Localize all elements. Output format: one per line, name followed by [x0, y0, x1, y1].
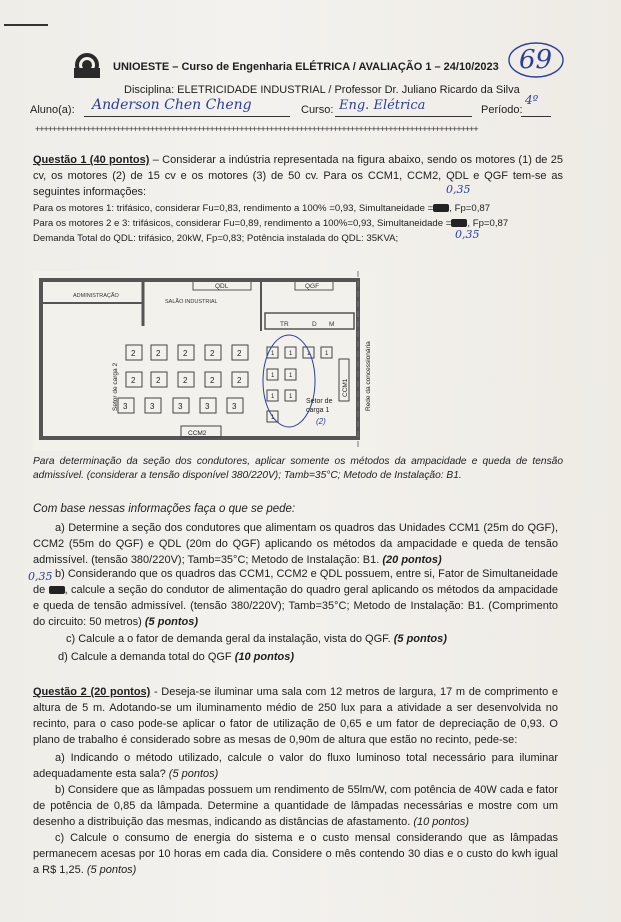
aluno-line	[84, 116, 290, 117]
industry-floor-plan	[33, 271, 376, 451]
periodo-value: 4º	[525, 93, 539, 107]
q2-intro: Questão 2 (20 pontos) - Deseja-se iluminar uma sala com 12 metros de largura, 17 m de comprimento e altura de 5 m. Adotando-se um iluminamento médio de 250 lux para a atividade a ser desenvolvida no recinto, para o caso pode-se aplicar o fator de utilização de 0,65 e um fator de depreciação de 0,93. O plano de trabalho é considerado sobre as mesas de 0,90m de altura que estão no recinto, pede-se:	[33, 686, 558, 746]
grade-mark: 0,35	[28, 570, 53, 583]
q1-intro	[33, 152, 563, 200]
q2-item-c: c) Calcule o consumo de energia do sistema e o custo mensal considerando que as lâmpadas permanecem acesas por 10 horas em cada dia. Considere o mês contendo 30 dias e o custo do kwh igual a R$ 1,25. (5 pontos)	[33, 832, 558, 876]
top-rule	[4, 24, 48, 26]
curso-label: Curso:	[301, 104, 334, 116]
exam-subtitle: Disciplina: ELETRICIDADE INDUSTRIAL / Professor Dr. Juliano Ricardo da Silva	[124, 84, 520, 96]
svg-text:3: 3	[123, 402, 128, 411]
d-label: D	[312, 321, 317, 328]
svg-text:2: 2	[131, 376, 136, 385]
svg-text:2: 2	[156, 349, 161, 358]
tr-label: TR	[280, 321, 289, 328]
svg-text:2: 2	[210, 349, 215, 358]
q2-title: Questão 2 (20 pontos)	[33, 686, 151, 698]
periodo-line	[521, 116, 551, 117]
svg-text:3: 3	[178, 402, 183, 411]
admin-label: ADMINISTRAÇÃO	[73, 293, 119, 299]
q1-item-d: d) Calcule a demanda total do QGF (10 pontos)	[58, 651, 294, 663]
q2-item-a: a) Indicando o método utilizado, calcule o valor do fluxo luminoso total necessário para iluminar adequadamente esta sala? (5 pontos)	[33, 752, 558, 780]
curso-line	[335, 116, 472, 117]
svg-text:2: 2	[156, 376, 161, 385]
aluno-name: Anderson Chen Cheng	[92, 97, 252, 113]
svg-text:1: 1	[289, 373, 293, 379]
periodo-label: Período:	[481, 104, 523, 116]
qdl-label: QDL	[215, 283, 229, 290]
q1-intro-text: – Considerar a indústria representada na figura abaixo, sendo os motores (1) de 25 cv, os motores (2) de 15 cv e os motores (3) de 50 cv. Para os CCM1, CCM2, QDL e QGF tem-se as seguintes informações:	[33, 154, 563, 198]
q2-item-b: b) Considere que as lâmpadas possuem um rendimento de 55lm/W, com potência de 40W cada e fator de potência de 0,85 da lâmpada. Determine a quantidade de lâmpadas necessárias e mostre com um desenho a distribuição das mesmas, indicando as distâncias de afastamento. (10 pontos)	[33, 784, 558, 828]
motor1-spec: Para os motores 1: trifásico, considerar Fu=0,83, rendimento a 100% =0,93, Simultaneidade = , Fp=0,87	[33, 203, 491, 214]
q1-title: Questão 1 (40 pontos)	[33, 154, 150, 166]
svg-text:1: 1	[289, 394, 293, 400]
svg-text:1: 1	[271, 415, 275, 421]
curso-value: Eng. Elétrica	[339, 98, 426, 113]
svg-text:3: 3	[232, 402, 237, 411]
rede-label: Rede da concessionária	[365, 341, 372, 411]
setor1-label-b: carga 1	[306, 407, 330, 414]
setor2-label: Setor de carga 2	[112, 362, 119, 411]
figure-caption: Para determinação da seção dos condutores, aplicar somente os métodos da ampacidade e queda de tensão admissível. (considerar a tensão disponível 380/220V); Tamb=35°C; Metodo de Instalação: B1.	[33, 456, 563, 481]
svg-text:1: 1	[307, 351, 311, 357]
svg-text:1: 1	[271, 394, 275, 400]
handwritten-annotation: (2)	[316, 417, 326, 426]
motor23-spec: Para os motores 2 e 3: trifásicos, considerar Fu=0,89, rendimento a 100%=0,93, Simultaneidade = , Fp=0,87	[33, 218, 509, 229]
q1-lead: Com base nessas informações faça o que se pede:	[33, 503, 296, 515]
q1-item-a: a) Determine a seção dos condutores que alimentam os quadros das Unidades CCM1 (25m do QGF), CCM2 (55m do QGF) e QDL (20m do QGF) aplicando os métodos da ampacidade e queda de tensão admissível. (tensão 380/220V); Tamb=35°C; Metodo de Instalação: B1. (20 pontos)	[33, 522, 558, 566]
grade-mark: 0,35	[446, 183, 471, 196]
svg-text:2: 2	[237, 376, 242, 385]
svg-text:1: 1	[325, 351, 329, 357]
redaction	[49, 586, 65, 594]
score-value: 69	[519, 45, 553, 75]
qgf-label: QGF	[305, 283, 320, 290]
svg-text:2: 2	[131, 349, 136, 358]
setor1-label-a: Setor de	[306, 398, 333, 405]
svg-text:1: 1	[271, 351, 275, 357]
svg-text:2: 2	[183, 376, 188, 385]
svg-text:2: 2	[210, 376, 215, 385]
q1-item-c: c) Calcule a o fator de demanda geral da instalação, vista do QGF. (5 pontos)	[66, 633, 447, 645]
grade-mark: 0,35	[455, 228, 480, 241]
salao-label: SALÃO INDUSTRIAL	[165, 299, 218, 305]
q1-item-b: b) Considerando que os quadros das CCM1, CCM2 e QDL possuem, entre si, Fator de Simultaneidade de , calcule a seção do condutor de alimentação do quadro geral aplicando os métodos da ampacidade e queda de tensão admissível. (tensão 380/220V); Tamb=35°C; Metodo de Instalação: B1. (Comprimento do circuito: 50 metros) (5 pontos)	[33, 568, 558, 628]
svg-text:3: 3	[205, 402, 210, 411]
svg-text:1: 1	[271, 373, 275, 379]
university-logo	[74, 52, 100, 78]
ccm1-label: CCM1	[342, 378, 349, 397]
divider: ++++++++++++++++++++++++++++++++++++++++++++++++++++++++++++++++++++++++++++++++++++++++++++++++++++++++	[35, 126, 478, 132]
exam-title: UNIOESTE – Curso de Engenharia ELÉTRICA / AVALIAÇÃO 1 – 24/10/2023	[113, 61, 499, 73]
ccm2-label: CCM2	[188, 430, 207, 437]
m-label: M	[329, 321, 335, 328]
svg-text:3: 3	[150, 402, 155, 411]
svg-text:2: 2	[183, 349, 188, 358]
redaction	[451, 219, 467, 227]
redaction	[433, 204, 449, 212]
svg-text:2: 2	[237, 349, 242, 358]
score-mark	[505, 36, 565, 80]
qdl-spec: Demanda Total do QDL: trifásico, 20kW, Fp=0,83; Potência instalada do QDL: 35KVA;	[33, 233, 399, 244]
aluno-label: Aluno(a):	[30, 104, 75, 116]
svg-text:1: 1	[289, 351, 293, 357]
